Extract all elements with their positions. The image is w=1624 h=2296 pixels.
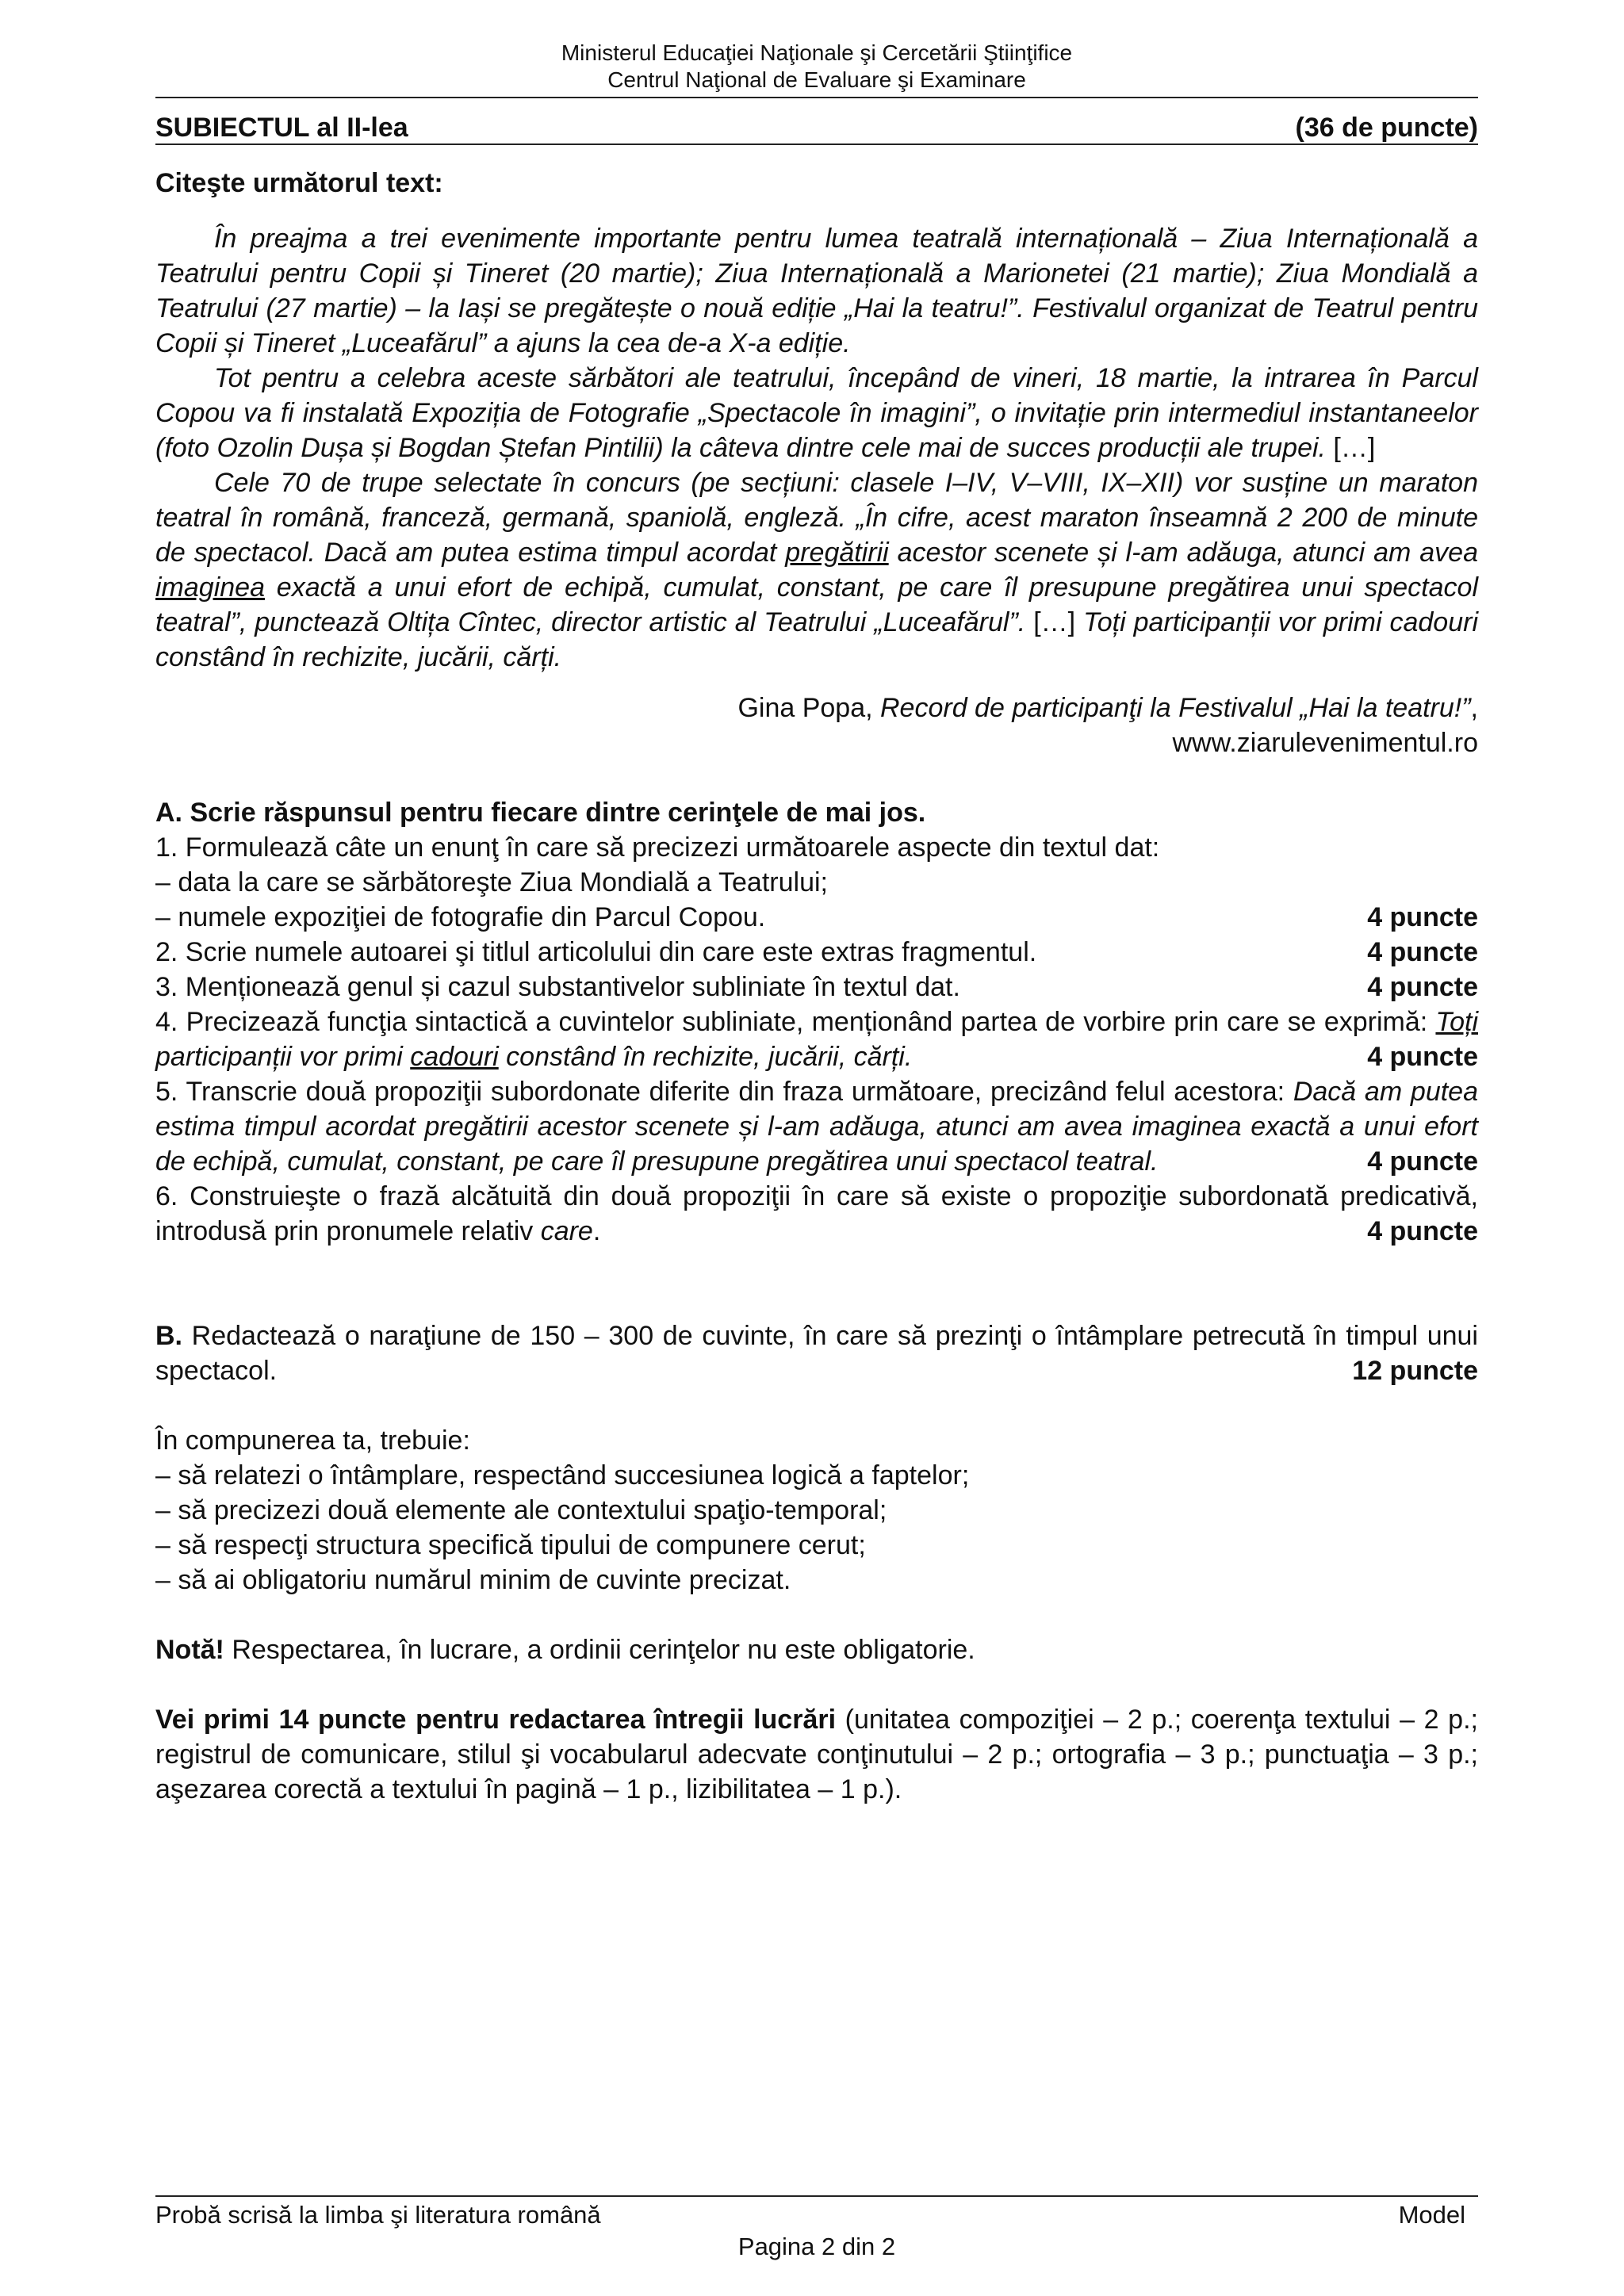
question-5: 5. Transcrie două propoziţii subordonate diferite din fraza următoare, precizând felul acestora: Dacă am putea estima timpul acordat pregătirii acestor scenete și l-am adăuga, atunci am avea imaginea exactă a unui efort de echipă, cumulat, constant, pe care îl presupune pregătirea unui spectacol teatral. 4 puncte (155, 1074, 1478, 1179)
question-4: 4. Precizează funcţia sintactică a cuvintelor subliniate, menționând partea de vorbire prin care se exprimă: Toți participanții vor primi cadouri constând în rechizite, jucării, cărți. 4 puncte (155, 1004, 1478, 1074)
points-label: 12 puncte (1352, 1356, 1478, 1386)
question-6: 6. Construieşte o frază alcătuită din două propoziţii în care să existe o propoziţie subordonată predicativă, introdusă prin pronumele relativ care. 4 puncte (155, 1179, 1478, 1249)
underlined-word-1: pregătirii (785, 538, 889, 568)
requirement-1: – să relatezi o întâmplare, respectând succesiunea logică a faptelor; (155, 1460, 970, 1490)
page-number: Pagina 2 din 2 (737, 2233, 896, 2260)
points-label: 4 puncte (1367, 1042, 1478, 1072)
note: Notă! Respectarea, în lucrare, a ordinii cerinţelor nu este obligatorie. (155, 1635, 975, 1665)
header-divider (155, 97, 1478, 98)
source-site: www.ziarulevenimentul.ro (1172, 728, 1478, 758)
question-1-item-b: – numele expoziţiei de fotografie din Parcul Copou. 4 puncte (155, 900, 1478, 935)
footer-divider (155, 2195, 1478, 2197)
requirement-2: – să precizezi două elemente ale contextului spaţio-temporal; (155, 1495, 887, 1525)
question-3: 3. Menționează genul și cazul substantivelor subliniate în textul dat. 4 puncte (155, 970, 1478, 1004)
question-2: 2. Scrie numele autoarei şi titlul articolului din care este extras fragmentul. 4 puncte (155, 935, 1478, 970)
footer-exam-name: Probă scrisă la limba şi literatura română (155, 2201, 601, 2229)
part-a-heading: A. Scrie răspunsul pentru fiecare dintre cerinţele de mai jos. (155, 798, 926, 828)
instruction: Citeşte următorul text: (155, 168, 443, 198)
footer-model-label: Model (1398, 2201, 1465, 2229)
points-label: 4 puncte (1367, 1146, 1478, 1177)
text-paragraph-3: Cele 70 de trupe selectate în concurs (pe secțiuni: clasele I–IV, V–VIII, IX–XII) vor susține un maraton teatral în română, franceză, germană, spaniolă, engleză. „În cifre, acest maraton înseamnă 2 200 de minute de spectacol. Dacă am putea estima timpul acordat pregătirii acestor scenete și l-am adăuga, atunci am avea imaginea exactă a unui efort de echipă, cumulat, constant, pe care îl presupune pregătirea unui spectacol teatral”, punctează Oltița Cîntec, director artistic al Teatrului „Luceafărul”. […] Toți participanții vor primi cadouri constând în rechizite, jucării, cărți. (155, 468, 1478, 672)
part-b-task: B. Redactează o naraţiune de 150 – 300 de cuvinte, în care să prezinţi o întâmplare petrecută în timpul unui spectacol. 12 puncte (155, 1318, 1478, 1388)
question-1-item-a: – data la care se sărbătoreşte Ziua Mondială a Teatrului; (155, 867, 828, 897)
document-header (155, 40, 1478, 94)
points-label: 4 puncte (1367, 937, 1478, 967)
text-paragraph-1: În preajma a trei evenimente importante pentru lumea teatrală internațională – Ziua Internațională a Teatrului pentru Copii și Tineret (20 martie); Ziua Internațională a Marionetei (21 martie); Ziua Mondială a Teatrului (27 martie) – la Iași se pregătește o nouă ediție „Hai la teatru!”. Festivalul organizat de Teatrul pentru Copii și Tineret „Luceafărul” a ajuns la cea de-a X-a ediție. (155, 224, 1478, 358)
center-name: Centrul Naţional de Evaluare şi Examinare (607, 67, 1026, 92)
question-1: 1. Formulează câte un enunţ în care să precizezi următoarele aspecte din textul dat: (155, 832, 1160, 863)
requirement-3: – să respecţi structura specifică tipului de compunere cerut; (155, 1530, 866, 1560)
ministry-name: Ministerul Educaţiei Naţionale şi Cercetării Ştiinţifice (561, 40, 1073, 65)
subject-points: (36 de puncte) (1295, 113, 1478, 143)
text-paragraph-2: Tot pentru a celebra aceste sărbători ale teatrului, începând de vineri, 18 martie, la intrarea în Parcul Copou va fi instalată Expoziția de Fotografie „Spectacole în imagini”, o invitație prin intermediul instantaneelor (foto Ozolin Dușa și Bogdan Ștefan Pintilii) la câteva dintre cele mai de succes producții ale trupei. […] (155, 363, 1478, 463)
part-b-intro: În compunerea ta, trebuie: (155, 1425, 470, 1456)
main-content (155, 161, 1478, 1807)
grading-note: Vei primi 14 puncte pentru redactarea întregii lucrări (unitatea compoziţiei – 2 p.; coerenţa textului – 2 p.; registrul de comunicare, stilul şi vocabularul adecvate conţinutului – 2 p.; ortografia – 3 p.; punctuaţia – 3 p.; aşezarea corectă a textului în pagină – 1 p., lizibilitatea – 1 p.). (155, 1705, 1478, 1804)
requirement-4: – să ai obligatoriu numărul minim de cuvinte precizat. (155, 1565, 791, 1595)
source-citation: Gina Popa, Record de participanţi la Festivalul „Hai la teatru!”, (737, 693, 1478, 723)
subject-underline (155, 144, 1478, 145)
subject-title: SUBIECTUL al II-lea (155, 113, 408, 143)
underlined-word-2: imaginea (155, 572, 265, 603)
points-label: 4 puncte (1367, 1216, 1478, 1246)
points-label: 4 puncte (1367, 902, 1478, 932)
points-label: 4 puncte (1367, 972, 1478, 1002)
